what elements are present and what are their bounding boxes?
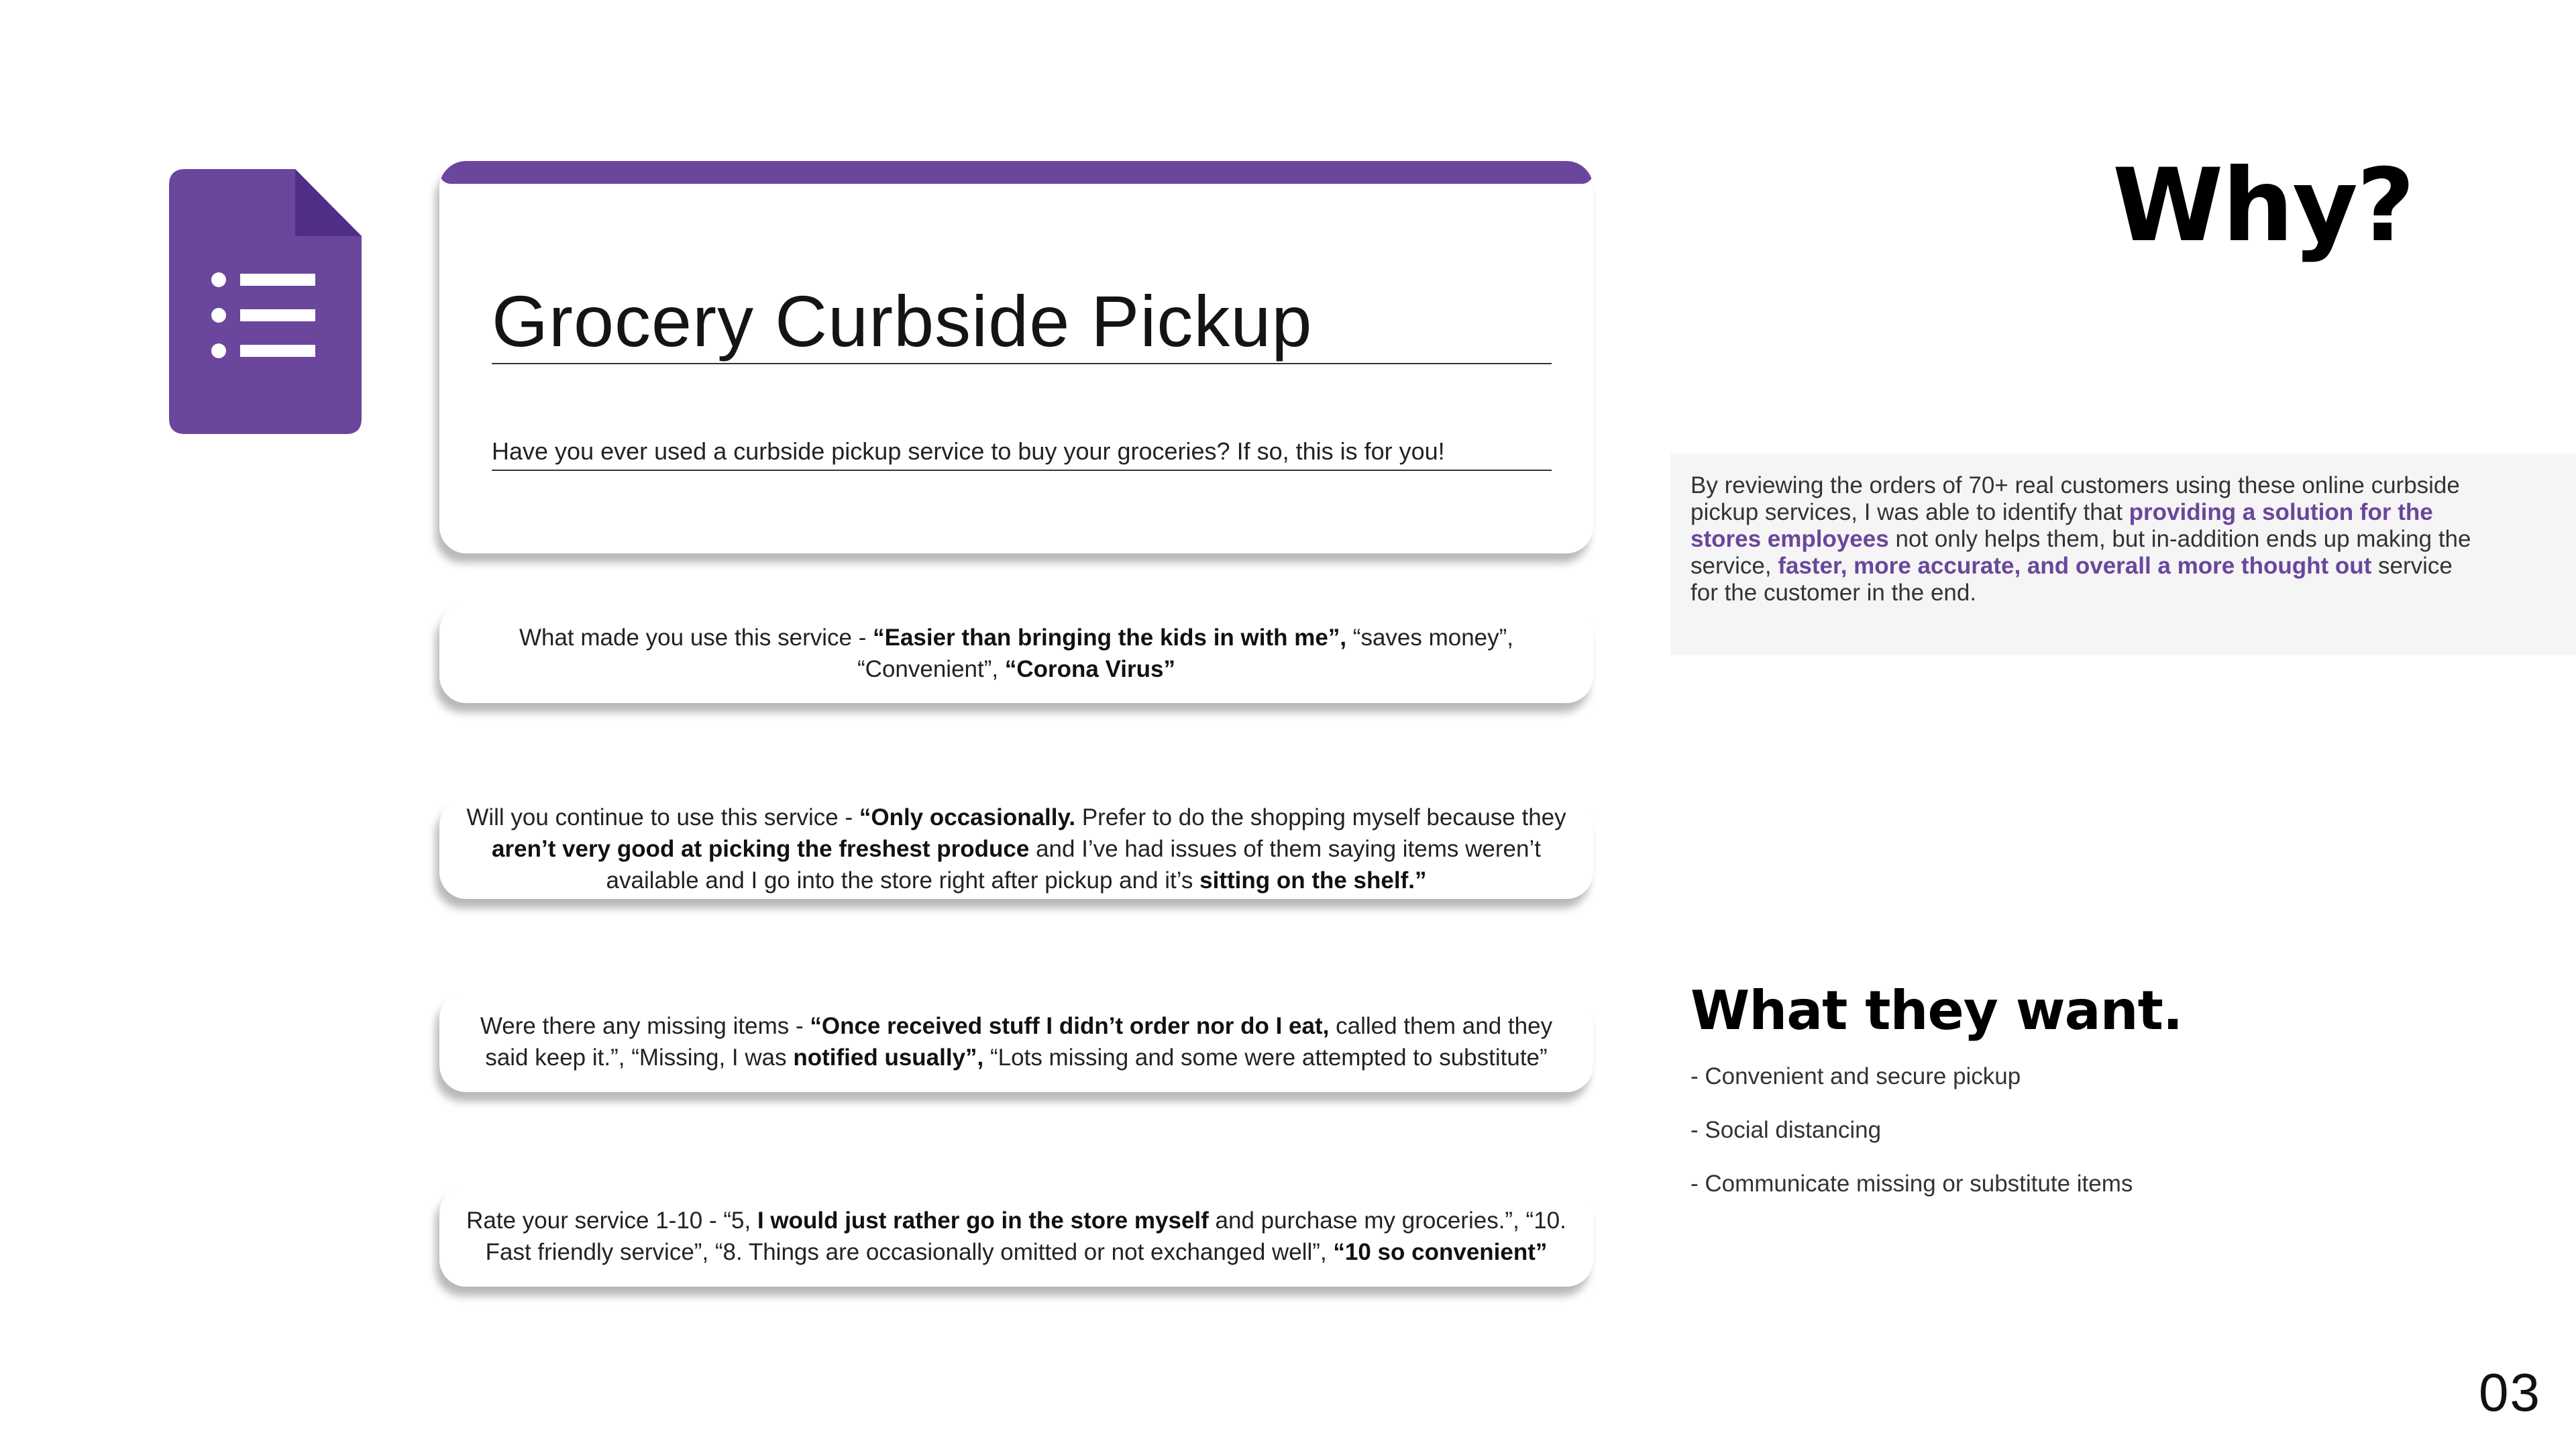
- question-segment: and I’ve had issues of them saying items weren’t available and I go into the store right after pickup and it’s: [606, 835, 1541, 894]
- form-header-card: [439, 161, 1593, 553]
- question-text: [460, 1205, 1573, 1268]
- question-segment: Were there any missing items -: [480, 1013, 810, 1039]
- google-forms-icon: [169, 169, 362, 434]
- answer-quote: “Corona Virus”: [1004, 656, 1175, 682]
- summary-segment: service for the customer in the end.: [1690, 553, 2453, 606]
- question-text: [460, 1010, 1573, 1073]
- answer-quote: aren’t very good at picking the freshest produce: [492, 835, 1030, 862]
- question-card-2: [439, 798, 1593, 899]
- wants-list-item: - Social distancing: [1690, 1117, 1882, 1143]
- question-text: [460, 622, 1573, 685]
- question-segment: “saves money”, “Convenient”,: [857, 625, 1514, 682]
- question-card-3: [439, 991, 1593, 1092]
- question-segment: Will you continue to use this service -: [466, 804, 859, 830]
- answer-quote: “Only occasionally.: [859, 804, 1076, 830]
- question-segment: What made you use this service -: [519, 625, 873, 651]
- why-heading: Why?: [2112, 148, 2414, 264]
- page-number: 03: [2479, 1362, 2541, 1422]
- answer-quote: “Once received stuff I didn’t order nor do I eat,: [810, 1013, 1330, 1039]
- what-they-want-heading: What they want.: [1690, 979, 2183, 1042]
- summary-box: [1670, 453, 2576, 655]
- form-description: Have you ever used a curbside pickup service to buy your groceries? If so, this is for you!: [492, 437, 1552, 471]
- answer-quote: notified usually”,: [793, 1044, 984, 1071]
- summary-segment: not only helps them, but in-addition ends up making the service,: [1690, 526, 2471, 579]
- summary-highlight: faster, more accurate, and overall a more thought out: [1778, 553, 2372, 579]
- question-text: [460, 802, 1573, 896]
- wants-list-item: - Communicate missing or substitute items: [1690, 1171, 2133, 1197]
- question-segment: Rate your service 1-10 - “5,: [466, 1208, 757, 1234]
- summary-text: [1690, 472, 2475, 606]
- question-segment: and purchase my groceries.”, “10. Fast friendly service”, “8. Things are occasionally omitted or not exchanged well”,: [485, 1208, 1566, 1265]
- answer-quote: sitting on the shelf.”: [1199, 867, 1427, 894]
- form-accent-bar: [439, 161, 1593, 184]
- question-segment: called them and they said keep it.”, “Missing, I was: [485, 1013, 1553, 1071]
- question-segment: Prefer to do the shopping myself because they: [1075, 804, 1566, 830]
- answer-quote: I would just rather go in the store myself: [757, 1208, 1209, 1234]
- wants-list: [1690, 1060, 2133, 1221]
- question-card-4: [439, 1186, 1593, 1287]
- question-card-1: [439, 604, 1593, 703]
- summary-highlight: providing a solution for the stores employees: [1690, 499, 2433, 552]
- question-segment: “Lots missing and some were attempted to substitute”: [983, 1044, 1548, 1071]
- answer-quote: “10 so convenient”: [1333, 1239, 1548, 1265]
- summary-segment: By reviewing the orders of 70+ real customers using these online curbside pickup services, I was able to identify that: [1690, 472, 2460, 525]
- form-title: Grocery Curbside Pickup: [492, 282, 1552, 364]
- wants-list-item: - Convenient and secure pickup: [1690, 1063, 2021, 1089]
- answer-quote: “Easier than bringing the kids in with me”,: [873, 625, 1347, 651]
